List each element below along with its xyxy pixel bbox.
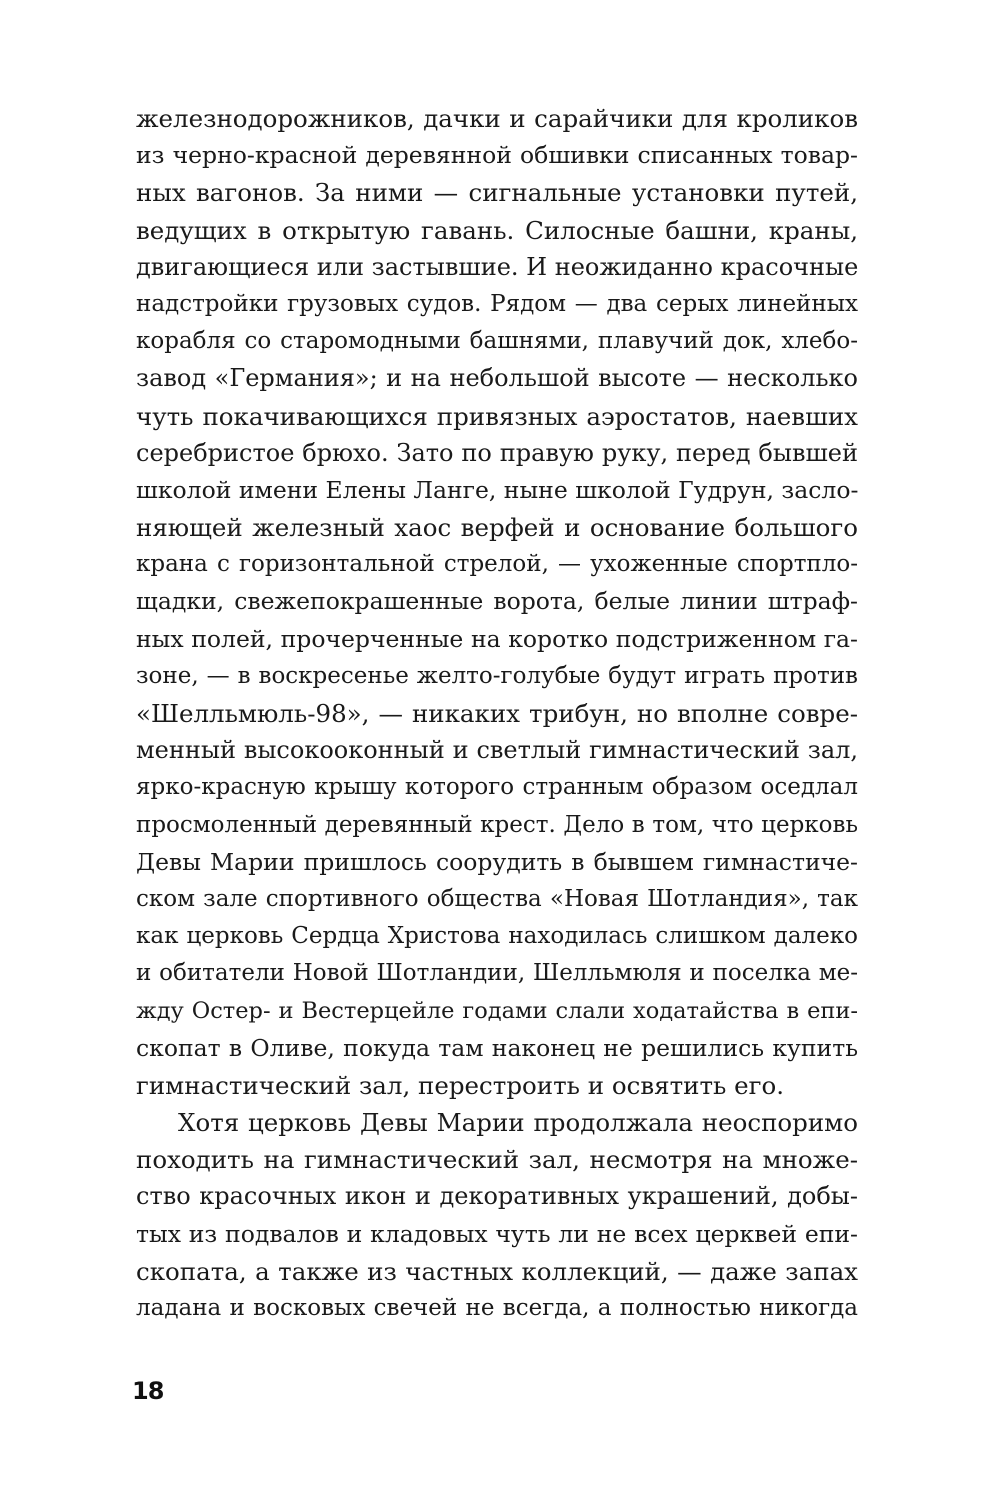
- text-line: серебристое брюхо. Зато по правую руку, перед бывшей: [136, 438, 858, 467]
- text-line: ведущих в открытую гавань. Силосные башни, краны,: [136, 215, 858, 245]
- text-line: Девы Марии пришлось соорудить в бывшем гимнастиче-: [136, 847, 858, 876]
- text-line: просмоленный деревянный крест. Дело в том, что церковь: [136, 811, 858, 838]
- text-line: ство красочных икон и декоративных украшений, добы-: [136, 1182, 858, 1211]
- text-line: ных вагонов. За ними — сигнальные установки путей,: [136, 178, 858, 208]
- text-line: няющей железный хаос верфей и основание большого: [136, 513, 858, 543]
- text-line: чуть покачивающихся привязных аэростатов, наевших: [136, 401, 858, 431]
- text-line: зоне, — в воскресенье желто-голубые будут играть против: [136, 662, 858, 689]
- text-line: и обитатели Новой Шотландии, Шелльмюля и поселка ме-: [136, 960, 858, 987]
- text-line: ладана и восковых свечей не всегда, а полностью никогда: [136, 1295, 858, 1321]
- text-line: скопата, а также из частных коллекций, — даже запах: [136, 1256, 858, 1286]
- text-line: щадки, свежепокрашенные ворота, белые линии штраф-: [136, 587, 858, 616]
- text-line: гимнастический зал, перестроить и освятить его.: [136, 1070, 785, 1100]
- text-line: двигающиеся или застывшие. И неожиданно красочные: [136, 252, 859, 281]
- text-line: как церковь Сердца Христова находилась слишком далеко: [136, 923, 858, 950]
- page-number: 18: [132, 1377, 164, 1405]
- text-line: ярко-красную крышу которого странным образом оседлал: [136, 774, 858, 801]
- text-line: школой имени Елены Ланге, ныне школой Гудрун, засло-: [136, 475, 859, 504]
- text-line: из черно-красной деревянной обшивки списанных товар-: [136, 141, 858, 170]
- text-line: крана с горизонтальной стрелой, — ухоженные спортпло-: [136, 551, 858, 578]
- text-line: менный высокооконный и светлый гимнастический зал,: [136, 736, 858, 765]
- text-line: завод «Германия»; и на небольшой высоте — несколько: [136, 364, 858, 393]
- text-line: надстройки грузовых судов. Рядом — два серых линейных: [136, 290, 858, 317]
- text-line: тых из подвалов и кладовых чуть ли не всех церквей епи-: [136, 1219, 858, 1248]
- text-line: ском зале спортивного общества «Новая Шотландия», так: [136, 885, 858, 912]
- text-line: «Шелльмюль-98», — никаких трибун, но вполне совре-: [136, 699, 858, 728]
- body-text: [136, 100, 858, 1327]
- text-line: жду Остер- и Вестерцейле годами слали ходатайства в епи-: [136, 997, 858, 1024]
- text-line: скопат в Оливе, покуда там наконец не решились купить: [136, 1033, 858, 1062]
- text-line: ных полей, прочерченные на коротко подстриженном га-: [136, 624, 858, 653]
- text-line: Хотя церковь Девы Марии продолжала неоспоримо: [178, 1108, 858, 1138]
- text-line: железнодорожников, дачки и сарайчики для кроликов: [136, 104, 858, 133]
- text-line: походить на гимнастический зал, несмотря на множе-: [136, 1145, 858, 1175]
- text-line: корабля со старомодными башнями, плавучий док, хлебо-: [136, 328, 858, 355]
